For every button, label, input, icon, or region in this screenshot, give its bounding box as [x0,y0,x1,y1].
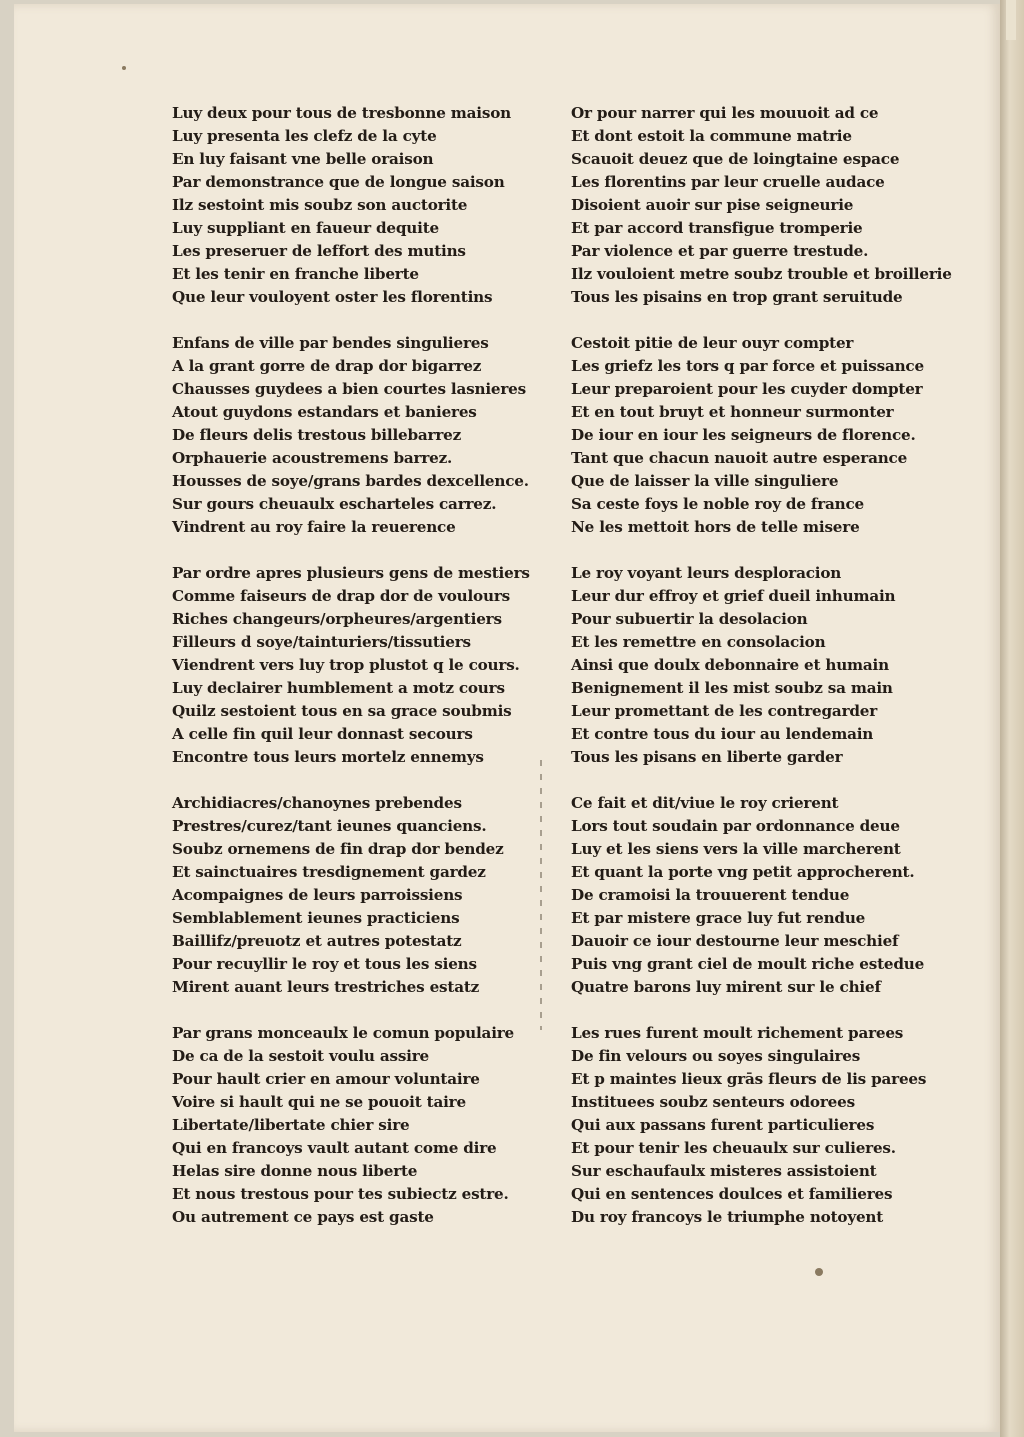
verse-line: Et contre tous du iour au lendemain [571,725,874,743]
verse-line: Ce fait et dit/viue le roy crierent [571,794,839,812]
verse-line: Ou autrement ce pays est gaste [172,1208,434,1226]
verse-line: Et en tout bruyt et honneur surmonter [571,403,894,421]
verse-line: De iour en iour les seigneurs de florence. [571,426,916,444]
verse-line: Et quant la porte vng petit approcherent. [571,863,915,881]
verse-line: Et les tenir en franche liberte [172,265,419,283]
verse-line: Pour recuyllir le roy et tous les siens [172,955,477,973]
stanza [571,792,971,999]
verse-line: Ne les mettoit hors de telle misere [571,518,860,536]
verse-line: Voire si hault qui ne se pouoit taire [172,1093,466,1111]
verse-line: Benignement il les mist soubz sa main [571,679,893,697]
verse-line: Par violence et par guerre trestude. [571,242,869,260]
verse-line: Les rues furent moult richement parees [571,1024,904,1042]
verse-line: Tant que chacun nauoit autre esperance [571,449,908,467]
verse-line: Leur dur effroy et grief dueil inhumain [571,587,896,605]
verse-line: Quilz sestoient tous en sa grace soubmis [172,702,512,720]
verse-line: Tous les pisans en liberte garder [571,748,843,766]
verse-line: Helas sire donne nous liberte [172,1162,418,1180]
verse-line: De fleurs delis trestous billebarrez [172,426,462,444]
stanza [172,562,544,769]
stanza [172,102,544,309]
verse-line: Atout guydons estandars et banieres [172,403,477,421]
verse-line: Filleurs d soye/tainturiers/tissutiers [172,633,471,651]
verse-line: Viendrent vers luy trop plustot q le cours. [172,656,520,674]
verse-line: De ca de la sestoit voulu assire [172,1047,430,1065]
verse-line: Vindrent au roy faire la reuerence [172,518,456,536]
verse-line: Enfans de ville par bendes singulieres [172,334,489,352]
verse-line: Puis vng grant ciel de moult riche estedue [571,955,925,973]
stanza [571,562,971,769]
verse-line: Ainsi que doulx debonnaire et humain [571,656,889,674]
verse-line: De fin velours ou soyes singulaires [571,1047,861,1065]
left-text-column [172,102,544,1252]
verse-line: Par grans monceaulx le comun populaire [172,1024,515,1042]
verse-line: Orphauerie acoustremens barrez. [172,449,453,467]
verse-line: Et pour tenir les cheuaulx sur culieres. [571,1139,896,1157]
verse-line: Disoient auoir sur pise seigneurie [571,196,854,214]
verse-line: Archidiacres/chanoynes prebendes [172,794,462,812]
verse-line: Par ordre apres plusieurs gens de mestiers [172,564,530,582]
verse-line: Et nous trestous pour tes subiectz estre. [172,1185,509,1203]
verse-line: Luy declairer humblement a motz cours [172,679,505,697]
ink-speck [815,1268,823,1276]
verse-line: Ilz vouloient metre soubz trouble et broillerie [571,265,952,283]
ink-speck [122,66,126,70]
verse-line: Du roy francoys le triumphe notoyent [571,1208,884,1226]
verse-line: Luy suppliant en faueur dequite [172,219,439,237]
verse-line: Or pour narrer qui les mouuoit ad ce [571,104,879,122]
verse-line: Instituees soubz senteurs odorees [571,1093,855,1111]
stanza [172,792,544,999]
verse-line: A celle fin quil leur donnast secours [172,725,473,743]
verse-line: Baillifz/preuotz et autres potestatz [172,932,462,950]
verse-line: En luy faisant vne belle oraison [172,150,434,168]
verse-line: Tous les pisains en trop grant seruitude [571,288,903,306]
verse-line: De cramoisi la trouuerent tendue [571,886,850,904]
verse-line: Libertate/libertate chier sire [172,1116,410,1134]
verse-line: Encontre tous leurs mortelz ennemys [172,748,484,766]
verse-line: Quatre barons luy mirent sur le chief [571,978,881,996]
verse-line: Les florentins par leur cruelle audace [571,173,885,191]
verse-line: Et les remettre en consolacion [571,633,826,651]
verse-line: Et par mistere grace luy fut rendue [571,909,866,927]
page-edge-ribbon [1006,0,1016,40]
verse-line: Scauoit deuez que de loingtaine espace [571,150,900,168]
verse-line: Semblablement ieunes practiciens [172,909,460,927]
verse-line: A la grant gorre de drap dor bigarrez [172,357,482,375]
stanza [571,102,971,309]
verse-line: Et sainctuaires tresdignement gardez [172,863,486,881]
verse-line: Cestoit pitie de leur ouyr compter [571,334,854,352]
verse-line: Housses de soye/grans bardes dexcellence. [172,472,529,490]
verse-line: Acompaignes de leurs parroissiens [172,886,463,904]
verse-line: Luy presenta les clefz de la cyte [172,127,437,145]
verse-line: Sur eschaufaulx misteres assistoient [571,1162,877,1180]
verse-line: Le roy voyant leurs desploracion [571,564,842,582]
verse-line: Leur preparoient pour les cuyder dompter [571,380,923,398]
verse-line: Sur gours cheuaulx escharteles carrez. [172,495,497,513]
verse-line: Par demonstrance que de longue saison [172,173,505,191]
verse-line: Soubz ornemens de fin drap dor bendez [172,840,504,858]
verse-line: Qui aux passans furent particulieres [571,1116,875,1134]
verse-line: Comme faiseurs de drap dor de voulours [172,587,510,605]
verse-line: Qui en francoys vault autant come dire [172,1139,497,1157]
verse-line: Pour subuertir la desolacion [571,610,808,628]
verse-line: Mirent auant leurs trestriches estatz [172,978,480,996]
verse-line: Lors tout soudain par ordonnance deue [571,817,900,835]
verse-line: Et p maintes lieux grās fleurs de lis parees [571,1070,927,1088]
verse-line: Qui en sentences doulces et familieres [571,1185,893,1203]
stanza [172,1022,544,1229]
verse-line: Chausses guydees a bien courtes lasnieres [172,380,526,398]
verse-line: Riches changeurs/orpheures/argentiers [172,610,502,628]
verse-line: Que de laisser la ville singuliere [571,472,839,490]
verse-line: Dauoir ce iour destourne leur meschief [571,932,899,950]
verse-line: Luy deux pour tous de tresbonne maison [172,104,511,122]
verse-line: Que leur vouloyent oster les florentins [172,288,493,306]
next-page-edge [1000,0,1024,1437]
verse-line: Pour hault crier en amour voluntaire [172,1070,480,1088]
verse-line: Luy et les siens vers la ville marcherent [571,840,901,858]
stanza [172,332,544,539]
verse-line: Leur promettant de les contregarder [571,702,878,720]
stanza [571,332,971,539]
stanza [571,1022,971,1229]
verse-line: Et dont estoit la commune matrie [571,127,852,145]
verse-line: Sa ceste foys le noble roy de france [571,495,865,513]
verse-line: Les griefz les tors q par force et puissance [571,357,924,375]
right-text-column [571,102,971,1252]
verse-line: Prestres/curez/tant ieunes quanciens. [172,817,487,835]
verse-line: Les preseruer de leffort des mutins [172,242,466,260]
verse-line: Ilz sestoint mis soubz son auctorite [172,196,468,214]
verse-line: Et par accord transfigue tromperie [571,219,863,237]
